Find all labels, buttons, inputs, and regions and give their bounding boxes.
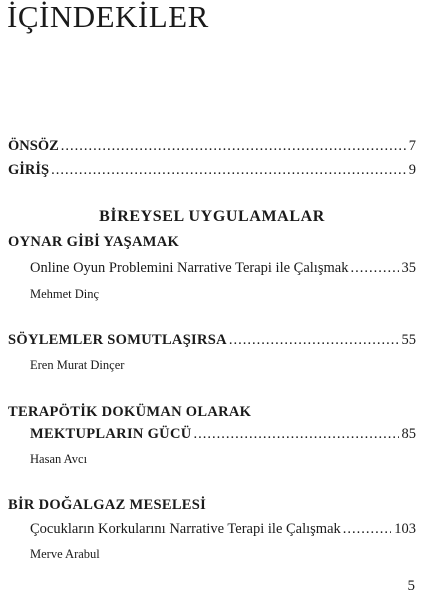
leader-dots bbox=[350, 260, 398, 277]
toc-page-number: 35 bbox=[401, 260, 416, 276]
author-name: Mehmet Dinç bbox=[30, 287, 100, 301]
author-name: Hasan Avcı bbox=[30, 452, 88, 466]
chapter-title-line-1: TERAPÖTİK DOKÜMAN OLARAK bbox=[8, 404, 252, 420]
chapter-title: SÖYLEMLER SOMUTLAŞIRSA bbox=[8, 332, 227, 348]
chapter-title: OYNAR GİBİ YAŞAMAK bbox=[8, 234, 180, 250]
section-heading: BİREYSEL UYGULAMALAR bbox=[99, 208, 325, 225]
toc-page-number: 85 bbox=[401, 426, 416, 442]
chapter-title-line-2: MEKTUPLARIN GÜCÜ bbox=[30, 426, 192, 442]
toc-entry-chapter-1[interactable] bbox=[30, 260, 416, 277]
toc-entry-giris[interactable] bbox=[8, 162, 416, 179]
toc-page-number: 7 bbox=[408, 138, 416, 154]
toc-page-number: 9 bbox=[408, 162, 416, 178]
leader-dots bbox=[343, 521, 391, 538]
toc-page-number: 55 bbox=[401, 332, 416, 348]
toc-entry-label: GİRİŞ bbox=[8, 162, 50, 178]
toc-entry-label: ÖNSÖZ bbox=[8, 138, 59, 154]
chapter-title: BİR DOĞALGAZ MESELESİ bbox=[8, 497, 207, 513]
toc-entry-chapter-2[interactable] bbox=[8, 332, 416, 349]
toc-entry-chapter-4[interactable] bbox=[30, 521, 416, 538]
toc-page-number: 103 bbox=[394, 521, 416, 537]
page-number: 5 bbox=[407, 578, 415, 594]
toc-entry-label: Online Oyun Problemini Narrative Terapi ile Çalışmak bbox=[30, 260, 349, 276]
leader-dots bbox=[193, 426, 398, 443]
page-title: İÇİNDEKİLER bbox=[7, 0, 209, 34]
toc-entry-onsoz[interactable] bbox=[8, 138, 416, 155]
toc-entry-label: Çocukların Korkularını Narrative Terapi ile Çalışmak bbox=[30, 521, 341, 537]
leader-dots bbox=[229, 332, 399, 349]
toc-entry-chapter-3[interactable] bbox=[30, 426, 416, 443]
author-name: Merve Arabul bbox=[30, 547, 100, 561]
leader-dots bbox=[51, 162, 406, 179]
author-name: Eren Murat Dinçer bbox=[30, 358, 125, 372]
leader-dots bbox=[61, 138, 406, 155]
